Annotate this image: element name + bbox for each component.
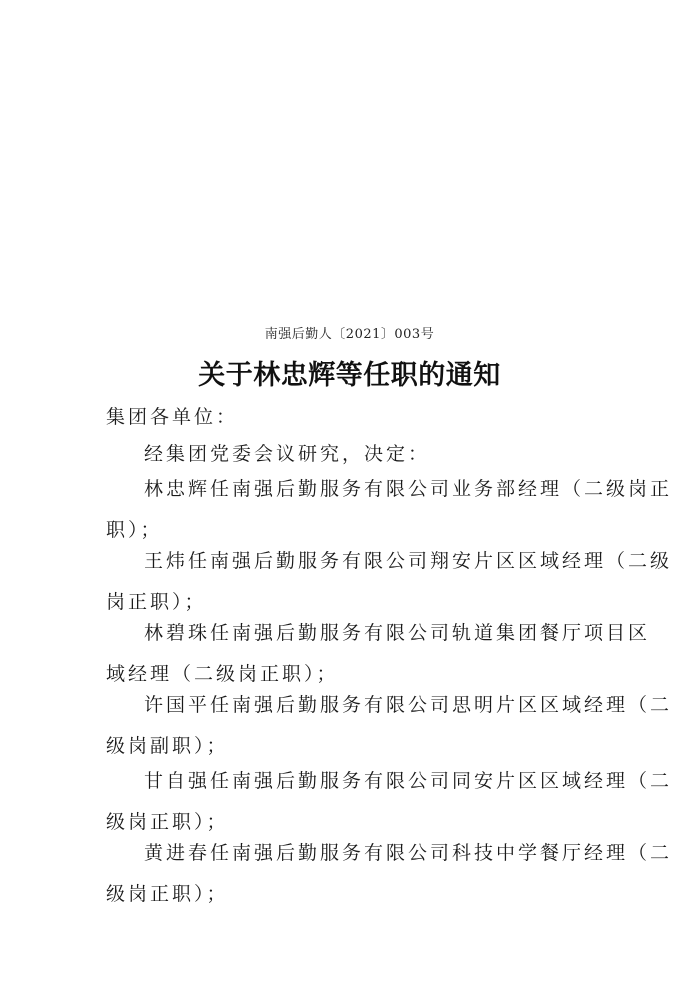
appointment-line-continued: 级岗正职）； — [106, 811, 229, 833]
appointment-line: 林碧珠任南强后勤服务有限公司轨道集团餐厅项目区 — [144, 622, 651, 644]
appointment-item — [106, 474, 673, 542]
appointment-line-continued: 级岗副职）； — [106, 735, 229, 757]
appointment-line-continued: 域经理（二级岗正职）； — [106, 663, 339, 685]
appointment-item — [106, 766, 673, 834]
document-number: 南强后勤人〔2021〕003号 — [264, 327, 435, 342]
appointment-line: 林忠辉任南强后勤服务有限公司业务部经理（二级岗正 — [144, 478, 673, 500]
intro-paragraph: 经集团党委会议研究，决定： — [144, 443, 431, 465]
appointment-item — [106, 838, 673, 906]
appointment-line-continued: 岗正职）； — [106, 591, 207, 613]
appointment-item — [106, 546, 673, 614]
document-title: 关于林忠辉等任职的通知 — [198, 360, 501, 391]
appointment-item — [106, 618, 651, 686]
appointment-line-continued: 职）； — [106, 519, 163, 541]
appointment-line: 许国平任南强后勤服务有限公司思明片区区域经理（二 — [144, 694, 673, 716]
appointment-line-continued: 级岗正职）； — [106, 883, 229, 905]
appointment-line: 甘自强任南强后勤服务有限公司同安片区区域经理（二 — [144, 770, 673, 792]
salutation: 集团各单位： — [106, 406, 239, 428]
appointment-item — [106, 690, 673, 758]
appointment-line: 黄进春任南强后勤服务有限公司科技中学餐厅经理（二 — [144, 842, 673, 864]
appointment-line: 王炜任南强后勤服务有限公司翔安片区区域经理（二级 — [144, 550, 673, 572]
